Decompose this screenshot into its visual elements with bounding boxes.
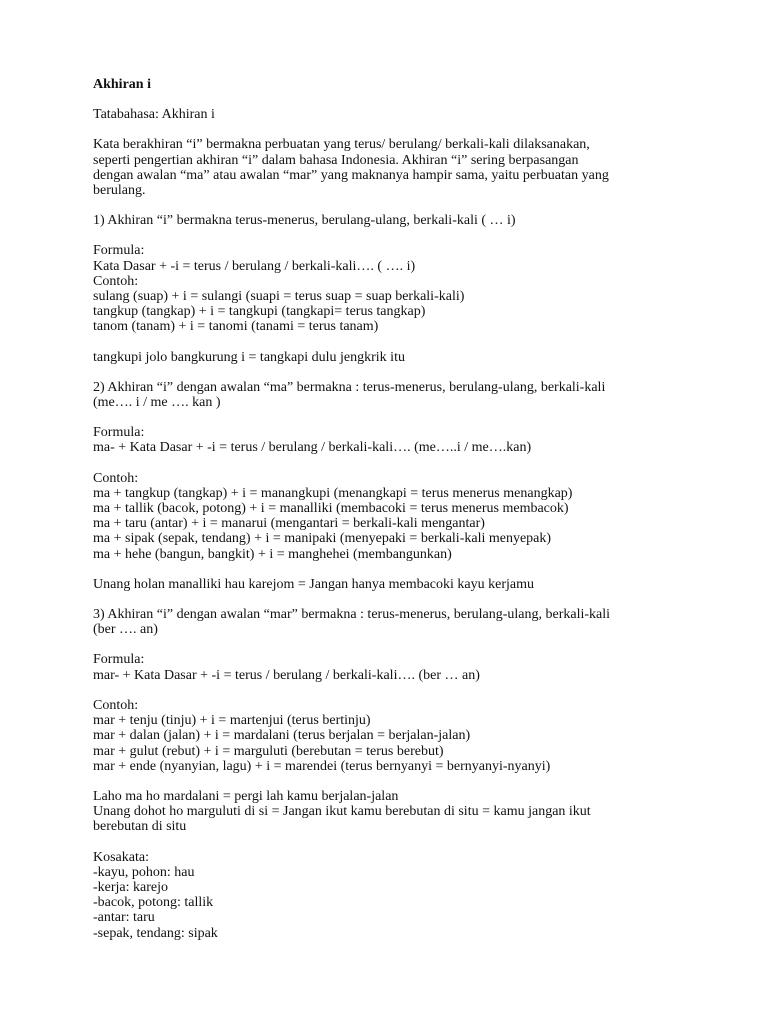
section-2-examples bbox=[93, 471, 693, 562]
example-line: mar + gulut (rebut) + i = marguluti (berebutan = terus berebut) bbox=[93, 743, 444, 759]
example-line: mar + tenju (tinju) + i = martenjui (terus bertinju) bbox=[93, 713, 371, 729]
sentence-line: Laho ma ho mardalani = pergi lah kamu berjalan-jalan bbox=[93, 788, 399, 804]
example-line: ma + tallik (bacok, potong) + i = manalliki (membacoki = terus menerus membacok) bbox=[93, 501, 569, 517]
intro-line: dengan awalan “ma” atau awalan “mar” yang maknanya hampir sama, yaitu perbuatan yang bbox=[93, 167, 609, 183]
formula-rule: mar- + Kata Dasar + -i = terus / berulang / berkali-kali…. (ber … an) bbox=[93, 667, 480, 683]
section-3-sentences bbox=[93, 789, 693, 835]
intro-line: Kata berakhiran “i” bermakna perbuatan yang terus/ berulang/ berkali-kali dilaksanakan, bbox=[93, 137, 590, 153]
section-3-formula bbox=[93, 652, 693, 682]
intro-line: seperti pengertian akhiran “i” dalam bahasa Indonesia. Akhiran “i” sering berpasangan bbox=[93, 152, 579, 168]
formula-label: Formula: bbox=[93, 243, 145, 259]
intro-paragraph bbox=[93, 137, 693, 198]
section-3-examples bbox=[93, 698, 693, 774]
section-1-formula bbox=[93, 243, 693, 334]
formula-rule: ma- + Kata Dasar + -i = terus / berulang / berkali-kali…. (me…..i / me….kan) bbox=[93, 440, 532, 456]
formula-label: Formula: bbox=[93, 425, 145, 441]
example-line: mar + dalan (jalan) + i = mardalani (terus berjalan = berjalan-jalan) bbox=[93, 728, 471, 744]
sentence-line: Unang holan manalliki hau karejom = Jangan hanya membacoki kayu kerjamu bbox=[93, 576, 534, 592]
vocabulary-item: -antar: taru bbox=[93, 910, 155, 926]
example-line: tangkup (tangkap) + i = tangkupi (tangkapi= terus tangkap) bbox=[93, 304, 426, 320]
section-2-sentence bbox=[93, 577, 693, 592]
example-line: ma + tangkup (tangkap) + i = manangkupi (menangkapi = terus menerus menangkap) bbox=[93, 485, 573, 501]
heading-line: 2) Akhiran “i” dengan awalan “ma” bermakna : terus-menerus, berulang-ulang, berkali-kali bbox=[93, 379, 606, 395]
vocabulary-item: -sepak, tendang: sipak bbox=[93, 925, 218, 941]
sentence-line: tangkupi jolo bangkurung i = tangkapi dulu jengkrik itu bbox=[93, 349, 405, 365]
heading-line: 3) Akhiran “i” dengan awalan “mar” bermakna : terus-menerus, berulang-ulang, berkali-kali bbox=[93, 607, 611, 623]
examples-label: Contoh: bbox=[93, 273, 139, 289]
vocabulary-item: -kayu, pohon: hau bbox=[93, 864, 195, 880]
formula-label: Formula: bbox=[93, 652, 145, 668]
document-title: Akhiran i bbox=[93, 77, 151, 92]
vocabulary-list bbox=[93, 850, 693, 941]
section-3-heading bbox=[93, 607, 693, 637]
examples-label: Contoh: bbox=[93, 470, 139, 486]
example-line: ma + sipak (sepak, tendang) + i = manipaki (menyepaki = berkali-kali menyepak) bbox=[93, 531, 552, 547]
examples-label: Contoh: bbox=[93, 697, 139, 713]
section-2-heading bbox=[93, 380, 693, 410]
example-line: ma + taru (antar) + i = manarui (mengantari = berkali-kali mengantar) bbox=[93, 516, 485, 532]
example-line: tanom (tanam) + i = tanomi (tanami = terus tanam) bbox=[93, 319, 379, 335]
section-1-heading bbox=[93, 213, 693, 228]
example-line: mar + ende (nyanyian, lagu) + i = marendei (terus bernyanyi = bernyanyi-nyanyi) bbox=[93, 758, 551, 774]
vocabulary-item: -bacok, potong: tallik bbox=[93, 895, 214, 911]
section-2-formula bbox=[93, 425, 693, 455]
formula-rule: Kata Dasar + -i = terus / berulang / berkali-kali…. ( …. i) bbox=[93, 258, 416, 274]
intro-line: berulang. bbox=[93, 183, 146, 199]
example-line: ma + hehe (bangun, bangkit) + i = manghehei (membangunkan) bbox=[93, 546, 452, 562]
heading-line: (me…. i / me …. kan ) bbox=[93, 395, 221, 411]
heading-line: 1) Akhiran “i” bermakna terus-menerus, berulang-ulang, berkali-kali ( … i) bbox=[93, 213, 516, 229]
section-1-sentence bbox=[93, 350, 693, 365]
document-page bbox=[93, 77, 693, 956]
vocabulary-label: Kosakata: bbox=[93, 849, 149, 865]
sentence-line: Unang dohot ho marguluti di si = Jangan ikut kamu berebutan di situ = kamu jangan ikut bbox=[93, 804, 591, 820]
sentence-line: berebutan di situ bbox=[93, 819, 187, 835]
vocabulary-item: -kerja: karejo bbox=[93, 879, 169, 895]
document-subtitle: Tatabahasa: Akhiran i bbox=[93, 107, 215, 123]
example-line: sulang (suap) + i = sulangi (suapi = terus suap = suap berkali-kali) bbox=[93, 289, 465, 305]
heading-line: (ber …. an) bbox=[93, 622, 158, 638]
